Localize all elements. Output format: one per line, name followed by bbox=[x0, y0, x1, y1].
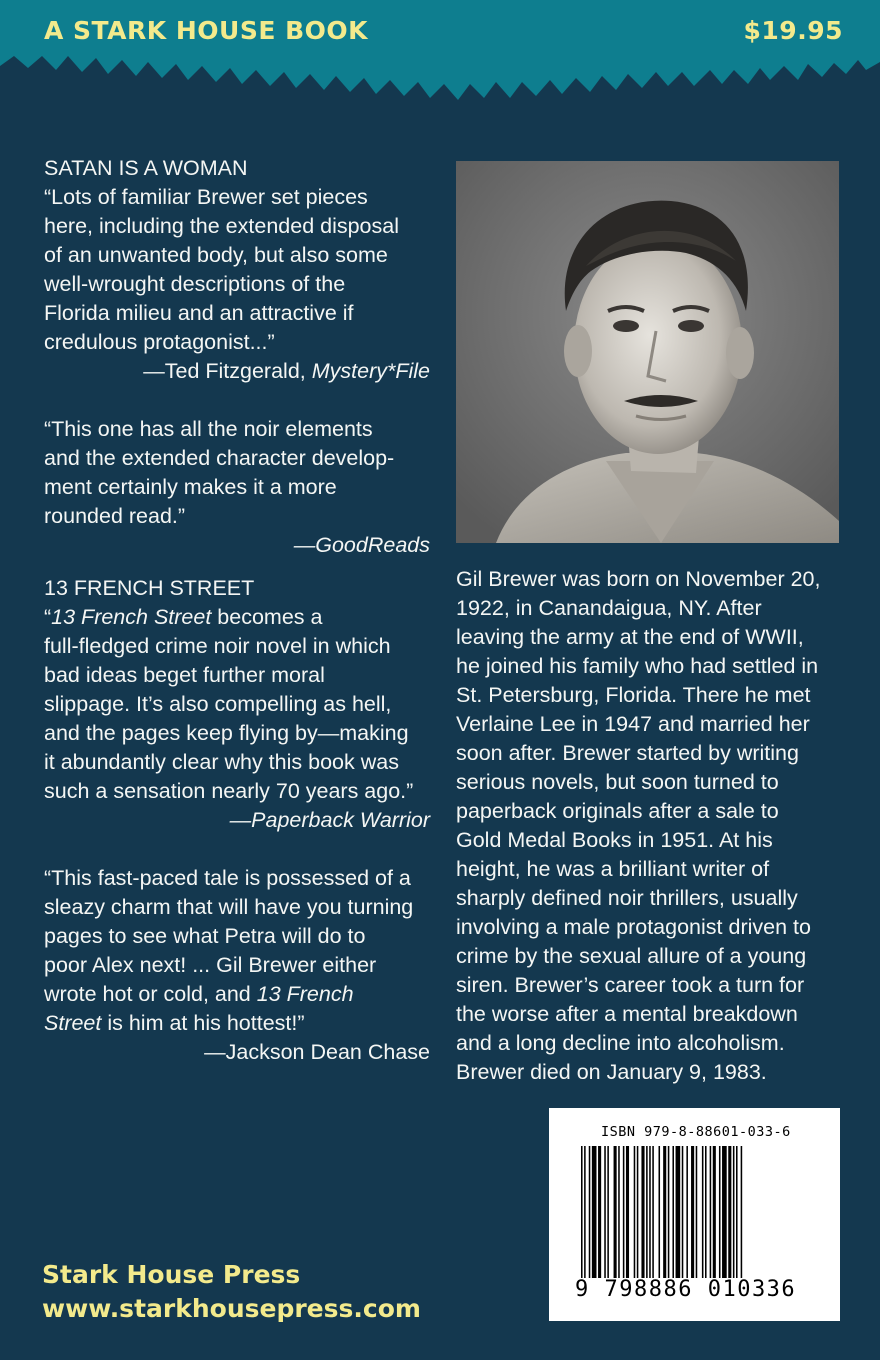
bio-line: he joined his family who had settled in bbox=[456, 654, 819, 678]
barcode-bar bbox=[637, 1146, 639, 1278]
barcode-bar bbox=[626, 1146, 629, 1278]
review-line: wrote hot or cold, and 13 French bbox=[44, 982, 354, 1006]
barcode-bar bbox=[668, 1146, 670, 1278]
isbn-label: ISBN 979-8-88601-033-6 bbox=[601, 1124, 791, 1140]
bio-line: crime by the sexual allure of a young bbox=[456, 944, 807, 968]
review-line: full-fledged crime noir novel in which bbox=[44, 634, 391, 658]
barcode-bar bbox=[686, 1146, 688, 1278]
review-line: here, including the extended disposal bbox=[44, 214, 400, 238]
review-line: “This one has all the noir elements bbox=[44, 417, 373, 441]
barcode-bar bbox=[682, 1146, 684, 1278]
review-line: such a sensation nearly 70 years ago.” bbox=[44, 779, 414, 803]
bio-line: Brewer died on January 9, 1983. bbox=[456, 1060, 767, 1084]
review-attribution: —Paperback Warrior bbox=[229, 808, 430, 832]
bio-line: height, he was a brilliant writer of bbox=[456, 857, 770, 881]
section-title-satan: SATAN IS A WOMAN bbox=[44, 156, 248, 180]
review-line: sleazy charm that will have you turning bbox=[44, 895, 414, 919]
barcode-bar bbox=[634, 1146, 636, 1278]
barcode-bar bbox=[676, 1146, 681, 1278]
barcode-bar bbox=[728, 1146, 731, 1278]
barcode-bar bbox=[614, 1146, 617, 1278]
reviews-column bbox=[44, 154, 430, 1067]
barcode-bar bbox=[598, 1146, 601, 1278]
price-label: $19.95 bbox=[743, 16, 843, 45]
review-line: pages to see what Petra will do to bbox=[44, 924, 366, 948]
barcode-bar bbox=[623, 1146, 625, 1278]
review-line: well-wrought descriptions of the bbox=[44, 272, 346, 296]
review-attribution: —GoodReads bbox=[293, 533, 430, 557]
barcode-bar bbox=[736, 1146, 738, 1278]
review-line: and the pages keep flying by—making bbox=[44, 721, 409, 745]
barcode-bar bbox=[581, 1146, 583, 1278]
barcode-box bbox=[549, 1108, 840, 1321]
barcode-bar bbox=[592, 1146, 597, 1278]
bio-line: siren. Brewer’s career took a turn for bbox=[456, 973, 805, 997]
barcode-bar bbox=[672, 1146, 674, 1278]
bio-line: paperback originals after a sale to bbox=[456, 799, 779, 823]
review-line: Florida milieu and an attractive if bbox=[44, 301, 354, 325]
barcode-bar bbox=[641, 1146, 644, 1278]
review-line: “13 French Street becomes a bbox=[44, 605, 323, 629]
bio-line: serious novels, but soon turned to bbox=[456, 770, 779, 794]
barcode-bar bbox=[618, 1146, 620, 1278]
bio-line: sharply defined noir thrillers, usually bbox=[456, 886, 798, 910]
barcode-bar bbox=[604, 1146, 606, 1278]
barcode-bar bbox=[702, 1146, 704, 1278]
barcode-bar bbox=[713, 1146, 716, 1278]
barcode-bar bbox=[719, 1146, 721, 1278]
series-label: A STARK HOUSE BOOK bbox=[44, 16, 369, 45]
review-line: of an unwanted body, but also some bbox=[44, 243, 388, 267]
bio-line: leaving the army at the end of WWII, bbox=[456, 625, 804, 649]
barcode-bar bbox=[652, 1146, 654, 1278]
barcode-bar bbox=[607, 1146, 609, 1278]
publisher-block bbox=[42, 1258, 421, 1326]
review-line: credulous protagonist...” bbox=[44, 330, 275, 354]
review-line: slippage. It’s also compelling as hell, bbox=[44, 692, 392, 716]
barcode-bar bbox=[646, 1146, 648, 1278]
review-attribution: —Jackson Dean Chase bbox=[204, 1040, 430, 1064]
bio-line: Verlaine Lee in 1947 and married her bbox=[456, 712, 810, 736]
review-line: it abundantly clear why this book was bbox=[44, 750, 399, 774]
bio-line: involving a male protagonist driven to bbox=[456, 915, 811, 939]
barcode-bar bbox=[741, 1146, 743, 1278]
review-line: bad ideas beget further moral bbox=[44, 663, 325, 687]
bio-line: and a long decline into alcoholism. bbox=[456, 1031, 785, 1055]
barcode-bars bbox=[581, 1146, 811, 1278]
bio-line: 1922, in Canandaigua, NY. After bbox=[456, 596, 762, 620]
bio-line: the worse after a mental breakdown bbox=[456, 1002, 798, 1026]
barcode-bar bbox=[584, 1146, 586, 1278]
bio-line: Gil Brewer was born on November 20, bbox=[456, 567, 821, 591]
barcode-bar bbox=[659, 1146, 661, 1278]
barcode-bar bbox=[663, 1146, 666, 1278]
barcode-bar bbox=[733, 1146, 735, 1278]
publisher-name: Stark House Press bbox=[42, 1260, 301, 1289]
publisher-url[interactable]: www.starkhousepress.com bbox=[42, 1294, 421, 1323]
review-line: Street is him at his hottest!” bbox=[44, 1011, 305, 1035]
review-line: “This fast-paced tale is possessed of a bbox=[44, 866, 411, 890]
barcode-digits: 9 798886 010336 bbox=[575, 1277, 797, 1302]
barcode-bar bbox=[691, 1146, 694, 1278]
review-line: and the extended character develop- bbox=[44, 446, 395, 470]
barcode-bar bbox=[722, 1146, 727, 1278]
bio-line: St. Petersburg, Florida. There he met bbox=[456, 683, 811, 707]
author-photo bbox=[456, 161, 839, 543]
barcode-bar bbox=[696, 1146, 698, 1278]
bio-line: soon after. Brewer started by writing bbox=[456, 741, 799, 765]
review-line: “Lots of familiar Brewer set pieces bbox=[44, 185, 368, 209]
top-wave-band bbox=[0, 0, 880, 110]
section-title-french-street: 13 FRENCH STREET bbox=[44, 576, 255, 600]
author-bio bbox=[456, 565, 851, 1087]
barcode-bar bbox=[589, 1146, 591, 1278]
review-attribution: —Ted Fitzgerald, Mystery*File bbox=[143, 359, 430, 383]
review-line: ment certainly makes it a more bbox=[44, 475, 337, 499]
bio-line: Gold Medal Books in 1951. At his bbox=[456, 828, 773, 852]
review-line: poor Alex next! ... Gil Brewer either bbox=[44, 953, 377, 977]
barcode-bar bbox=[710, 1146, 712, 1278]
barcode-bar bbox=[649, 1146, 651, 1278]
barcode-bar bbox=[705, 1146, 707, 1278]
review-line: rounded read.” bbox=[44, 504, 186, 528]
